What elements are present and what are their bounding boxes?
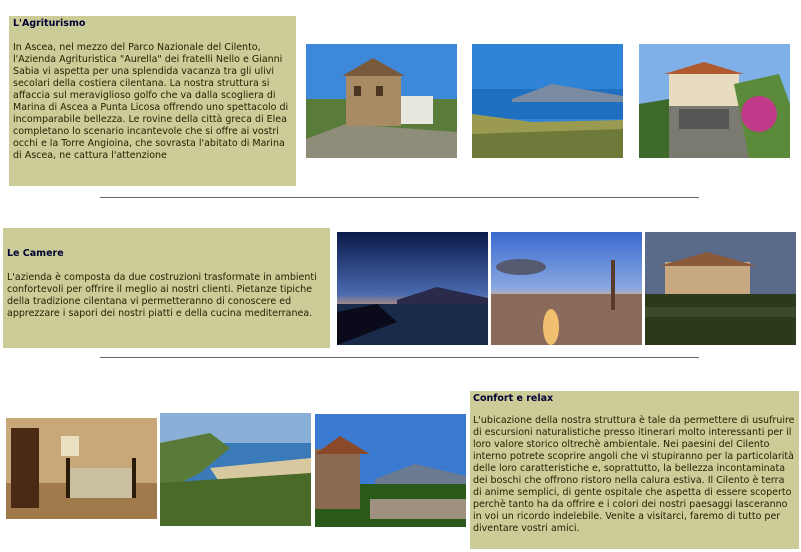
divider-2 bbox=[100, 357, 699, 358]
agriturismo-text: In Ascea, nel mezzo del Parco Nazionale del Cilento, l'Azienda Agrituristica "Aurella" dei fratelli Nello e Gianni Sabia vi aspetta per una splendida vacanza tra gli ulivi secolari della costiera cilentana. La nostra struttura si affaccia sul meraviglioso golfo che va dalla scogliera di Marina di Ascea a Punta Licosa offrendo uno spettacolo di incomparabile bellezza. Le rovine della città greca di Elea completano lo scenario incantevole che si offre ai vostri occhi e la Torre Angioina, che sovrasta l'abitato di Marina di Ascea, ne cattura l'attenzione bbox=[13, 42, 289, 161]
photo-house-dusk bbox=[645, 232, 796, 345]
photo-villa-gate bbox=[639, 44, 790, 158]
photo-sunset-bay bbox=[337, 232, 488, 345]
confort-panel bbox=[470, 391, 799, 549]
camere-text: L'azienda è composta da due costruzioni trasformate in ambienti confortevoli per offrire il meglio ai nostri clienti. Pietanze tipiche della tradizione cilentana vi permetteranno di conoscere ed apprezzare i sapori dei nostri piatti e della cucina mediterranea. bbox=[7, 272, 317, 319]
agriturismo-panel bbox=[9, 16, 296, 186]
photo-bedroom bbox=[6, 418, 157, 519]
agriturismo-title: L'Agriturismo bbox=[13, 18, 86, 29]
photo-coast-view bbox=[472, 44, 623, 158]
camere-panel bbox=[3, 228, 330, 348]
divider-1 bbox=[100, 197, 699, 198]
confort-text: L'ubicazione della nostra struttura è tale da permettere di usufruire di escursioni naturalistiche presso itinerari molto interessanti per il loro valore storico oltrechè ambientale. Nei paesini del Cilento interno potrete scoprire angoli che vi stupiranno per la particolarità delle loro caratteristiche e, soprattutto, la bellezza incontaminata dei boschi che offrono ristoro nella calura estiva. Il Cilento è terra di anime semplici, di gente ospitale che aspetta di essere scoperto perchè tanto ha da offrire e i colori dei nostri paesaggi lasceranno in voi un ricordo indelebile. Venite a visitarci, faremo di tutto per diventare vostri amici. bbox=[473, 415, 795, 534]
camere-title: Le Camere bbox=[7, 248, 64, 259]
confort-title: Confort e relax bbox=[473, 393, 554, 404]
photo-stone-house bbox=[315, 414, 466, 527]
photo-beach-aerial bbox=[160, 413, 311, 526]
photo-sunset-terrace bbox=[491, 232, 642, 345]
photo-house-hill bbox=[306, 44, 457, 158]
